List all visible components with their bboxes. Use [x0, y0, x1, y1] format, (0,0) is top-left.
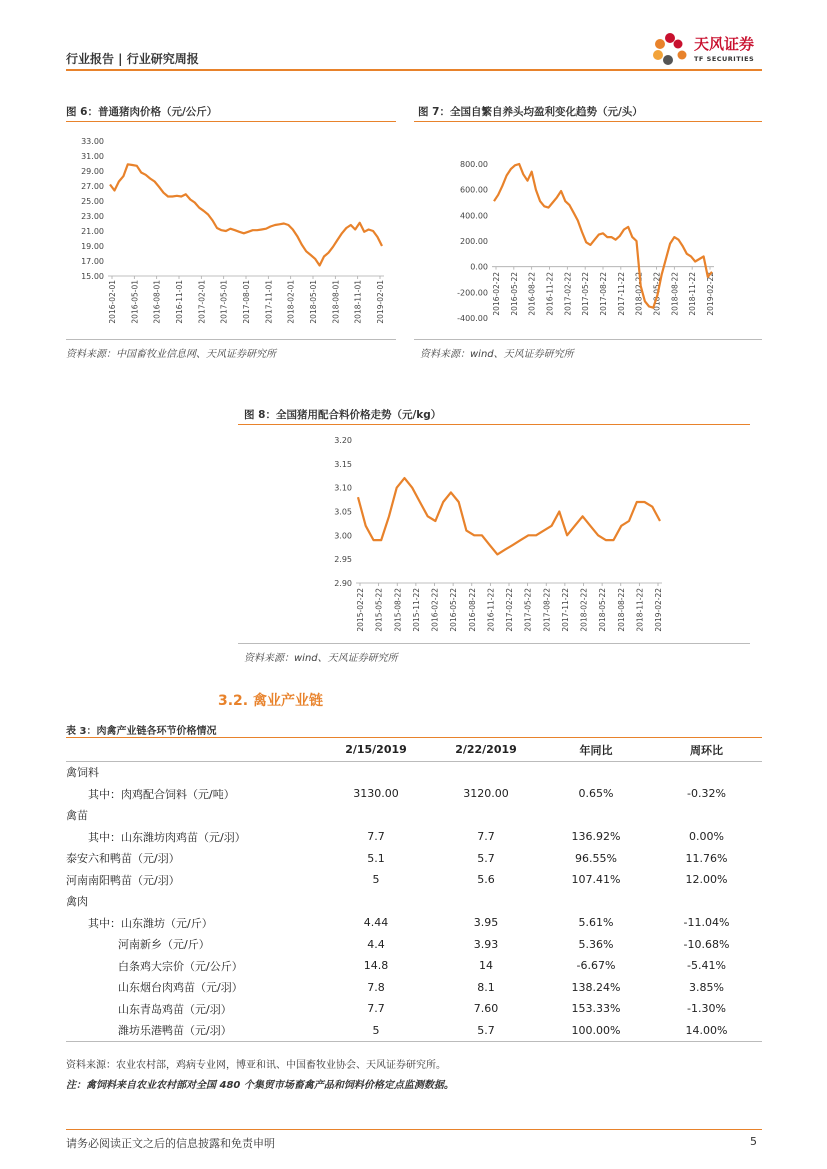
x-tick-label: 2016-08-22: [467, 588, 477, 632]
row-value-date-2: 3120.00: [463, 787, 509, 801]
x-tick-label: 2017-08-01: [242, 280, 251, 324]
x-tick-label: 2017-08-22: [599, 272, 608, 316]
row-label: 泰安六和鸭苗（元/羽）: [66, 852, 180, 866]
x-tick-label: 2018-05-01: [309, 280, 318, 324]
y-tick-label: 21.00: [81, 227, 104, 236]
table-row: [66, 912, 762, 934]
row-value-date-2: 7.7: [477, 830, 495, 844]
x-tick-label: 2017-05-22: [581, 272, 591, 316]
row-label: 河南南阳鸭苗（元/羽）: [66, 873, 180, 887]
section-title: 3.2. 禽业产业链: [218, 693, 323, 709]
row-wow: 11.76%: [685, 851, 728, 865]
row-wow: 12.00%: [685, 873, 728, 887]
row-value-date-2: 5.7: [431, 1020, 541, 1042]
y-tick-label: 25.00: [81, 197, 104, 206]
y-tick-label: 800.00: [460, 160, 488, 169]
x-tick-label: 2016-05-01: [130, 280, 140, 324]
table-row: [66, 869, 762, 891]
row-value-date-1: 7.8: [367, 980, 385, 994]
row-label: 潍坊乐港鸭苗（元/羽）: [66, 1020, 321, 1042]
x-tick-label: 2018-11-22: [688, 272, 698, 316]
footer-disclaimer: 请务必阅读正文之后的信息披露和免责申明: [66, 1137, 275, 1150]
y-tick-label: 19.00: [81, 242, 104, 251]
row-label: 山东烟台肉鸡苗（元/羽）: [118, 981, 243, 995]
row-value-date-2: [431, 761, 541, 783]
row-yoy: 136.92%: [571, 830, 621, 844]
table-rule: [66, 737, 762, 738]
y-tick-label: 0.00: [470, 262, 488, 272]
figure-8-rule: [238, 424, 750, 425]
header-date-2: 2/22/2019: [431, 739, 541, 761]
row-yoy: 138.24%: [571, 980, 621, 994]
x-tick-label: 2019-02-22: [706, 272, 715, 316]
row-wow: 14.00%: [651, 1020, 762, 1042]
y-tick-label: 31.00: [81, 152, 104, 161]
x-tick-label: 2015-11-22: [411, 588, 421, 632]
row-value-date-2: [431, 805, 541, 827]
x-tick-label: 2016-11-22: [545, 272, 555, 316]
header-yoy: 年同比: [541, 739, 651, 761]
y-tick-label: 200.00: [460, 237, 488, 246]
table-row: [66, 977, 762, 999]
x-tick-label: 2019-02-01: [376, 280, 385, 324]
row-yoy: 96.55%: [575, 851, 617, 865]
price-table: [66, 739, 762, 1042]
row-wow: [651, 891, 762, 913]
x-tick-label: 2016-11-22: [486, 588, 496, 632]
row-yoy: 153.33%: [571, 1002, 621, 1016]
x-tick-label: 2018-11-22: [635, 588, 645, 632]
row-wow: -0.32%: [687, 787, 726, 801]
row-label: 其中：山东潍坊（元/斤）: [88, 916, 213, 930]
y-tick-label: 3.10: [334, 483, 352, 493]
row-wow: -11.04%: [683, 916, 730, 930]
row-value-date-1: 7.7: [367, 1002, 385, 1016]
x-tick-label: 2016-02-22: [492, 272, 501, 316]
row-label: 河南新乡（元/斤）: [118, 938, 210, 952]
table-row: [66, 891, 762, 913]
row-value-date-1: 4.44: [363, 916, 389, 930]
row-label: 白条鸡大宗价（元/公斤）: [118, 959, 243, 973]
y-tick-label: 29.00: [81, 167, 104, 176]
logo-subtext: TF SECURITIES: [694, 55, 755, 63]
row-yoy: 0.65%: [578, 787, 614, 801]
figure-8-chart: [238, 430, 750, 640]
x-tick-label: 2018-02-01: [286, 280, 296, 324]
x-tick-label: 2018-11-01: [353, 280, 363, 324]
x-tick-label: 2016-05-22: [449, 588, 459, 632]
figure-7-source: 资料来源：wind、天风证券研究所: [420, 349, 574, 360]
header-wow: 周环比: [651, 739, 762, 761]
row-value-date-2: 14: [479, 959, 493, 973]
figure-7-title: 图 7：全国自繁自养头均盈利变化趋势（元/头）: [418, 106, 643, 118]
row-label: 其中：肉鸡配合饲料（元/吨）: [88, 787, 235, 801]
figure-8-source-rule: [238, 643, 750, 644]
x-tick-label: 2017-11-22: [560, 588, 570, 632]
row-wow: 0.00%: [689, 830, 724, 844]
logo-text: 天风证券: [694, 35, 755, 53]
table-row: [66, 761, 762, 783]
row-wow: -10.68%: [683, 937, 730, 951]
y-tick-label: 15.00: [81, 272, 104, 281]
header-title: 行业报告 | 行业研究周报: [66, 52, 199, 66]
figure-6-title: 图 6：普通猪肉价格（元/公斤）: [66, 106, 218, 118]
row-value-date-2: 8.1: [477, 980, 495, 994]
figure-6-rule: [66, 121, 396, 122]
x-tick-label: 2018-08-01: [331, 280, 341, 324]
row-value-date-2: 7.60: [473, 1002, 499, 1016]
figure-8-title: 图 8：全国猪用配合料价格走势（元/kg）: [244, 409, 442, 421]
x-tick-label: 2016-02-22: [430, 588, 440, 632]
header-date-1: 2/15/2019: [321, 739, 431, 761]
row-value-date-1: [321, 891, 431, 913]
x-tick-label: 2018-02-22: [579, 588, 589, 632]
row-yoy: 5.36%: [578, 937, 614, 951]
row-wow: [651, 761, 762, 783]
table-row: [66, 848, 762, 870]
row-yoy: 100.00%: [541, 1020, 651, 1042]
row-value-date-1: [321, 805, 431, 827]
x-tick-label: 2016-11-01: [175, 280, 184, 324]
series-line: [358, 478, 660, 554]
table-note: 注：禽饲料来自农业农村部对全国 480 个集贸市场畜禽产品和饲料价格定点监测数据。: [66, 1080, 454, 1091]
x-tick-label: 2016-08-01: [152, 280, 162, 324]
row-label: 禽苗: [66, 809, 88, 823]
figure-8-source: 资料来源：wind、天风证券研究所: [244, 653, 398, 664]
x-tick-label: 2017-11-01: [264, 280, 274, 324]
row-value-date-1: 5: [372, 873, 380, 887]
row-value-date-2: 5.6: [477, 873, 495, 887]
y-tick-label: 3.00: [334, 531, 352, 541]
x-tick-label: 2016-05-22: [509, 272, 519, 316]
row-value-date-1: 5: [321, 1020, 431, 1042]
row-value-date-1: 4.4: [367, 937, 385, 951]
table-source: 资料来源：农业农村部，鸡病专业网，博亚和讯、中国畜牧业协会、天风证券研究所。: [66, 1060, 446, 1071]
page-number: 5: [750, 1135, 757, 1148]
row-wow: 3.85%: [689, 980, 724, 994]
x-tick-label: 2018-08-22: [670, 272, 680, 316]
row-value-date-2: 3.93: [473, 937, 499, 951]
y-tick-label: 3.05: [334, 507, 352, 517]
figure-6-chart: [66, 128, 396, 338]
logo-icon: [650, 30, 694, 72]
row-yoy: [541, 761, 651, 783]
figure-7-source-rule: [414, 339, 762, 340]
x-tick-label: 2015-05-22: [374, 588, 384, 632]
footer-divider: [66, 1129, 762, 1130]
row-yoy: [541, 805, 651, 827]
y-tick-label: 23.00: [81, 212, 104, 221]
table-row: [66, 826, 762, 848]
row-value-date-1: 3130.00: [353, 787, 399, 801]
row-yoy: 5.61%: [578, 916, 614, 930]
row-value-date-2: [431, 891, 541, 913]
figure-6-source-rule: [66, 339, 396, 340]
x-tick-label: 2018-05-22: [652, 272, 662, 316]
x-tick-label: 2017-02-22: [505, 588, 514, 632]
x-tick-label: 2015-02-22: [356, 588, 365, 632]
table-row: [66, 934, 762, 956]
x-tick-label: 2017-02-01: [197, 280, 207, 324]
x-tick-label: 2017-02-22: [563, 272, 573, 316]
y-tick-label: -400.00: [457, 314, 488, 323]
x-tick-label: 2017-05-01: [219, 280, 229, 324]
figure-7-chart: [414, 128, 762, 338]
table-header-row: [66, 739, 762, 761]
y-tick-label: 17.00: [81, 257, 104, 266]
row-value-date-1: [321, 761, 431, 783]
row-yoy: 107.41%: [571, 873, 621, 887]
row-label: 其中：山东潍坊肉鸡苗（元/羽）: [88, 830, 246, 844]
row-wow: -5.41%: [687, 959, 726, 973]
row-label: 禽肉: [66, 895, 88, 909]
row-wow: [651, 805, 762, 827]
table-title: 表 3：肉禽产业链各环节价格情况: [66, 726, 217, 737]
table-row: [66, 998, 762, 1020]
row-value-date-1: 14.8: [363, 959, 389, 973]
x-tick-label: 2017-05-22: [523, 588, 533, 632]
x-tick-label: 2016-02-01: [108, 280, 117, 324]
table-row: [66, 783, 762, 805]
figure-7-rule: [414, 121, 762, 122]
x-tick-label: 2018-02-22: [634, 272, 644, 316]
y-tick-label: 3.20: [334, 436, 352, 445]
row-value-date-1: 5.1: [367, 851, 385, 865]
x-tick-label: 2016-08-22: [527, 272, 537, 316]
row-yoy: -6.67%: [576, 959, 616, 973]
table-row: [66, 955, 762, 977]
row-wow: -1.30%: [687, 1002, 726, 1016]
header-divider: [66, 69, 762, 71]
figure-6-source: 资料来源：中国畜牧业信息网、天风证券研究所: [66, 349, 276, 360]
row-label: 禽饲料: [66, 766, 99, 780]
row-value-date-2: 5.7: [477, 851, 495, 865]
x-tick-label: 2018-08-22: [616, 588, 626, 632]
x-tick-label: 2017-08-22: [542, 588, 552, 632]
table-row: [66, 805, 762, 827]
y-tick-label: 33.00: [81, 137, 104, 146]
header-label: [66, 739, 321, 761]
row-value-date-2: 3.95: [473, 916, 499, 930]
x-tick-label: 2018-05-22: [598, 588, 608, 632]
y-tick-label: 3.15: [334, 459, 352, 469]
y-tick-label: 2.95: [334, 555, 352, 565]
y-tick-label: -200.00: [457, 288, 488, 298]
row-label: 山东青岛鸡苗（元/羽）: [118, 1002, 232, 1016]
y-tick-label: 600.00: [460, 185, 488, 195]
y-tick-label: 400.00: [460, 211, 488, 221]
table-row: [66, 1020, 762, 1042]
series-line: [110, 164, 382, 265]
x-tick-label: 2017-11-22: [616, 272, 626, 316]
x-tick-label: 2015-08-22: [393, 588, 403, 632]
y-tick-label: 2.90: [334, 579, 352, 588]
row-yoy: [541, 891, 651, 913]
x-tick-label: 2019-02-22: [654, 588, 663, 632]
y-tick-label: 27.00: [81, 182, 104, 191]
row-value-date-1: 7.7: [367, 830, 385, 844]
